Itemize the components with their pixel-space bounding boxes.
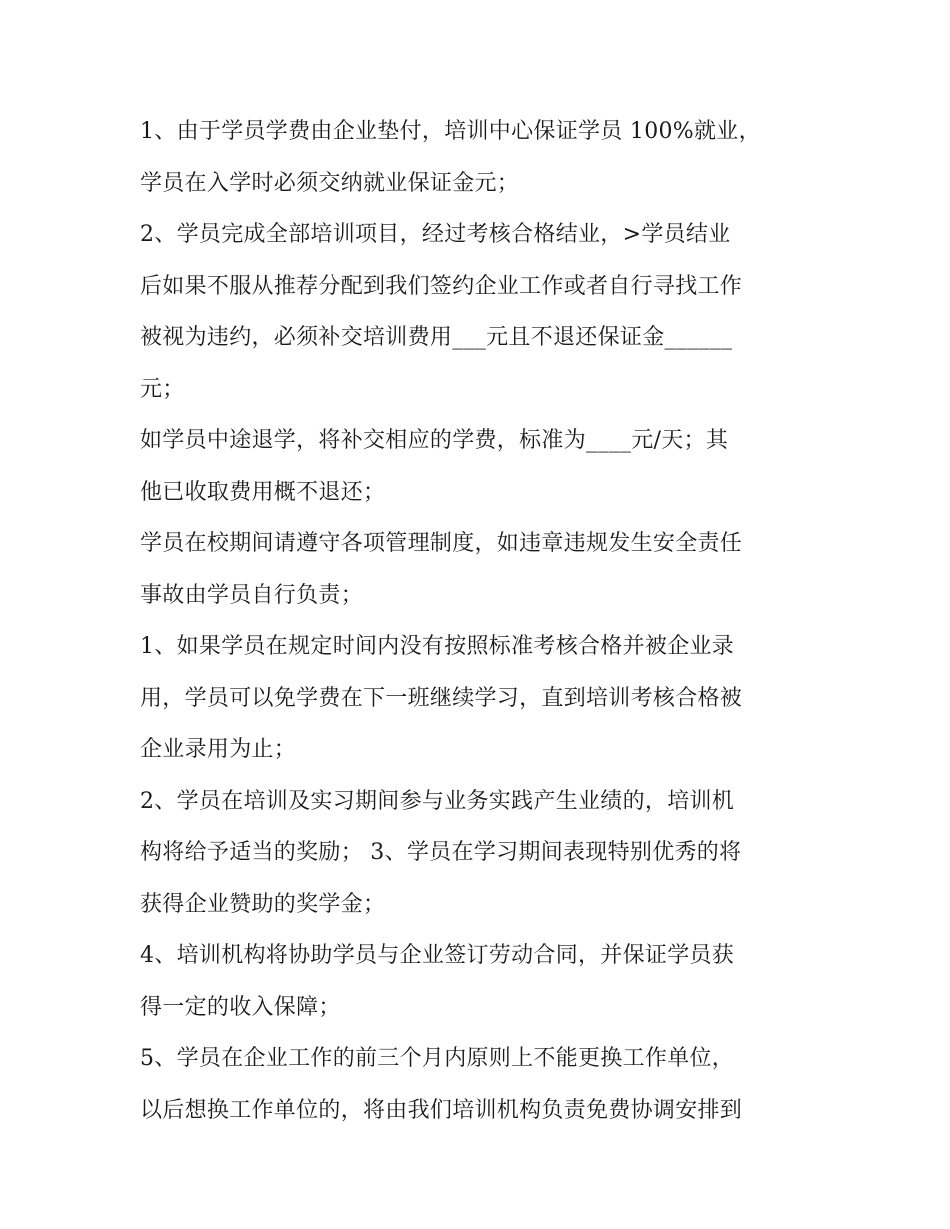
text-line: 企业录用为止； [140,737,297,762]
text-line: 学员在校期间请遵守各项管理制度，如违章违规发生安全责任 [140,531,743,556]
text-line: 获得企业赞助的奖学金； [140,891,386,917]
text-line: 被视为违约，必须补交培训费用___元且不退还保证金______ [140,325,733,350]
text-line: 如学员中途退学，将补交相应的学费，标准为____元/天；其 [140,428,729,453]
text-line: 2、学员在培训及实习期间参与业务实践产生业绩的，培训机 [140,788,735,814]
text-line: 1、如果学员在规定时间内没有按照标准考核合格并被企业录 [140,634,735,659]
document-body [140,106,820,1136]
text-line: 1、由于学员学费由企业垫付，培训中心保证学员 100%就业， [140,119,761,144]
text-line: 事故由学员自行负责； [140,582,364,608]
text-line: 4、培训机构将协助学员与企业签订劳动合同，并保证学员获 [140,943,735,968]
text-line: 5、学员在企业工作的前三个月内原则上不能更换工作单位， [140,1046,735,1071]
text-line: 用，学员可以免学费在下一班继续学习，直到培训考核合格被 [140,685,743,711]
text-line: 2、学员完成全部培训项目，经过考核合格结业，>学员结业 [140,222,731,247]
text-line: 以后想换工作单位的，将由我们培训机构负责免费协调安排到 [140,1097,743,1123]
text-line: 后如果不服从推荐分配到我们签约企业工作或者自行寻找工作 [140,273,743,299]
text-line: 构将给予适当的奖励； 3、学员在学习期间表现特别优秀的将 [140,840,742,865]
text-line: 得一定的收入保障； [140,994,341,1020]
text-line: 学员在入学时必须交纳就业保证金元； [140,170,520,196]
text-line: 元； [140,376,185,402]
text-line: 他已收取费用概不退还； [140,479,386,505]
